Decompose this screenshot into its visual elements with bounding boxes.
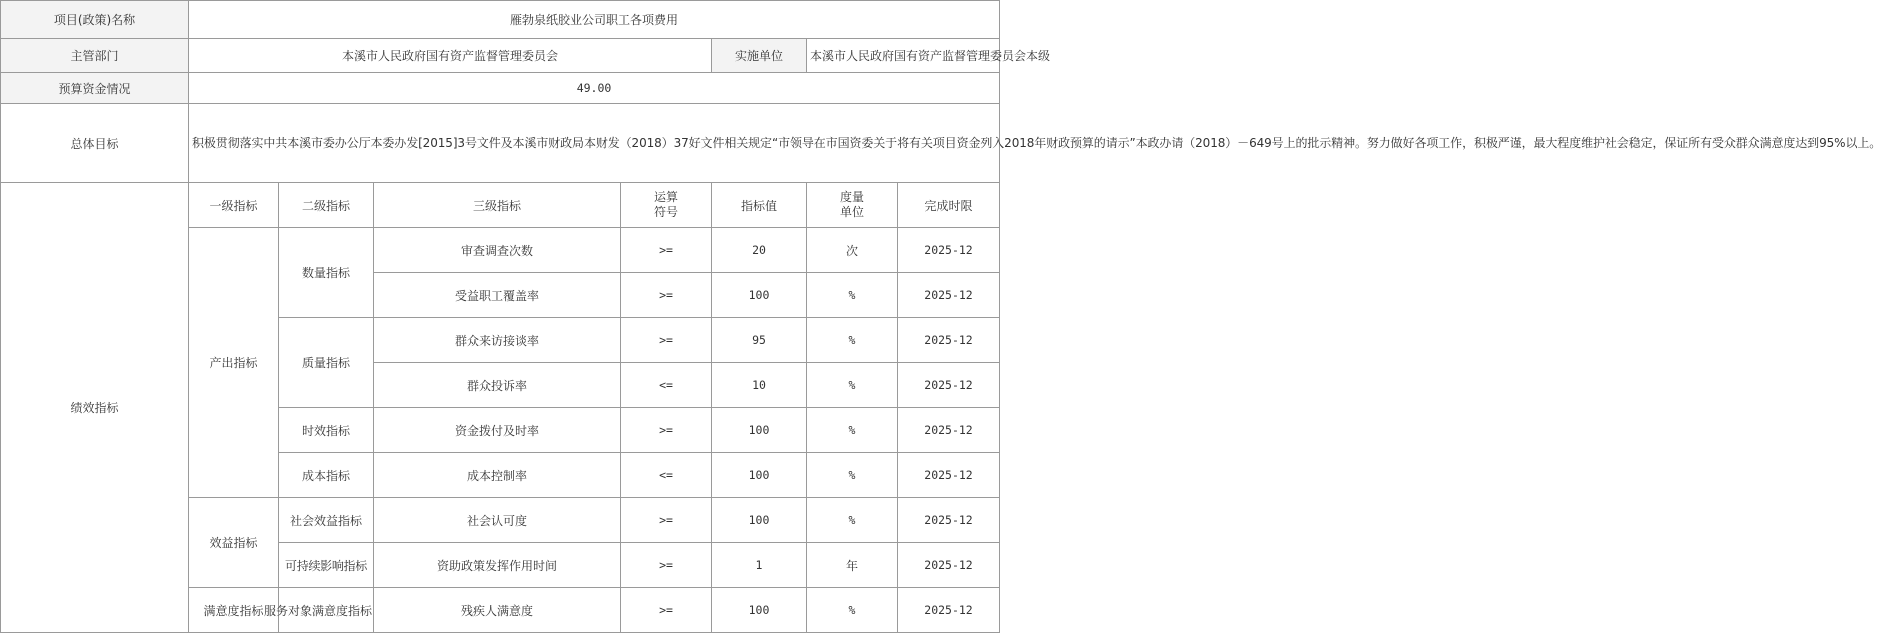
- implementing-unit-label: 实施单位: [712, 39, 807, 73]
- level2-service-satisfaction: 服务对象满意度指标: [279, 588, 374, 633]
- indicator-deadline: 2025-12: [898, 273, 1000, 318]
- indicator-unit: 次: [807, 228, 898, 273]
- indicator-operator: >=: [621, 543, 712, 588]
- indicator-operator: >=: [621, 228, 712, 273]
- indicator-deadline: 2025-12: [898, 453, 1000, 498]
- indicator-name: 社会认可度: [374, 498, 621, 543]
- indicator-name: 审查调查次数: [374, 228, 621, 273]
- budget-row: [1, 73, 1000, 104]
- indicator-unit: %: [807, 498, 898, 543]
- indicator-operator: >=: [621, 408, 712, 453]
- indicator-deadline: 2025-12: [898, 408, 1000, 453]
- indicator-operator: >=: [621, 588, 712, 633]
- level2-cost: 成本指标: [279, 453, 374, 498]
- project-name-label: 项目(政策)名称: [1, 1, 189, 39]
- overall-goal-text: 积极贯彻落实中共本溪市委办公厅本委办发[2015]3号文件及本溪市财政局本财发（2018）37好文件相关规定“市领导在市国资委关于将有关项目资金列入2018年财政预算的请示”本政办请（2018）－649号上的批示精神。努力做好各项工作，积极严谨，最大程度维护社会稳定，保证所有受众群众满意度达到95%以上。: [189, 104, 1000, 183]
- indicator-unit: %: [807, 453, 898, 498]
- indicator-name: 群众来访接谈率: [374, 318, 621, 363]
- indicator-deadline: 2025-12: [898, 318, 1000, 363]
- indicator-unit: %: [807, 318, 898, 363]
- indicator-value: 100: [712, 498, 807, 543]
- header-operator: 运算符号: [621, 183, 712, 228]
- header-unit: 度量单位: [807, 183, 898, 228]
- indicator-name: 成本控制率: [374, 453, 621, 498]
- indicator-value: 100: [712, 408, 807, 453]
- header-deadline: 完成时限: [898, 183, 1000, 228]
- indicator-unit: %: [807, 408, 898, 453]
- indicator-unit: 年: [807, 543, 898, 588]
- indicator-value: 100: [712, 588, 807, 633]
- indicator-unit: %: [807, 273, 898, 318]
- level2-timeliness: 时效指标: [279, 408, 374, 453]
- indicator-operator: >=: [621, 498, 712, 543]
- level1-satisfaction: 满意度指标: [189, 588, 279, 633]
- indicator-value: 95: [712, 318, 807, 363]
- indicator-value: 1: [712, 543, 807, 588]
- header-level1: 一级指标: [189, 183, 279, 228]
- indicator-name: 资金拨付及时率: [374, 408, 621, 453]
- level2-sustainable: 可持续影响指标: [279, 543, 374, 588]
- indicator-deadline: 2025-12: [898, 228, 1000, 273]
- header-value: 指标值: [712, 183, 807, 228]
- indicator-value: 100: [712, 273, 807, 318]
- indicator-deadline: 2025-12: [898, 363, 1000, 408]
- indicator-deadline: 2025-12: [898, 498, 1000, 543]
- budget-label: 预算资金情况: [1, 73, 189, 104]
- header-level3: 三级指标: [374, 183, 621, 228]
- indicator-value: 10: [712, 363, 807, 408]
- indicator-value: 20: [712, 228, 807, 273]
- level2-social: 社会效益指标: [279, 498, 374, 543]
- department-value: 本溪市人民政府国有资产监督管理委员会: [189, 39, 712, 73]
- indicator-header-row: [1, 183, 1000, 228]
- indicator-unit: %: [807, 588, 898, 633]
- level2-quantity: 数量指标: [279, 228, 374, 318]
- overall-goal-label: 总体目标: [1, 104, 189, 183]
- project-name-row: [1, 1, 1000, 39]
- indicator-name: 群众投诉率: [374, 363, 621, 408]
- performance-indicators-label: 绩效指标: [1, 183, 189, 633]
- indicator-operator: <=: [621, 363, 712, 408]
- level1-benefit: 效益指标: [189, 498, 279, 588]
- indicator-value: 100: [712, 453, 807, 498]
- level2-quality: 质量指标: [279, 318, 374, 408]
- indicator-operator: >=: [621, 273, 712, 318]
- level1-output: 产出指标: [189, 228, 279, 498]
- indicator-deadline: 2025-12: [898, 588, 1000, 633]
- budget-value: 49.00: [189, 73, 1000, 104]
- indicator-name: 残疾人满意度: [374, 588, 621, 633]
- indicator-operator: >=: [621, 318, 712, 363]
- department-label: 主管部门: [1, 39, 189, 73]
- project-name-value: 雁勃泉纸胶业公司职工各项费用: [189, 1, 1000, 39]
- indicator-name: 受益职工覆盖率: [374, 273, 621, 318]
- indicator-deadline: 2025-12: [898, 543, 1000, 588]
- indicator-operator: <=: [621, 453, 712, 498]
- indicator-name: 资助政策发挥作用时间: [374, 543, 621, 588]
- indicator-unit: %: [807, 363, 898, 408]
- implementing-unit-value: 本溪市人民政府国有资产监督管理委员会本级: [807, 39, 1000, 73]
- header-level2: 二级指标: [279, 183, 374, 228]
- department-row: [1, 39, 1000, 73]
- overall-goal-row: [1, 104, 1000, 183]
